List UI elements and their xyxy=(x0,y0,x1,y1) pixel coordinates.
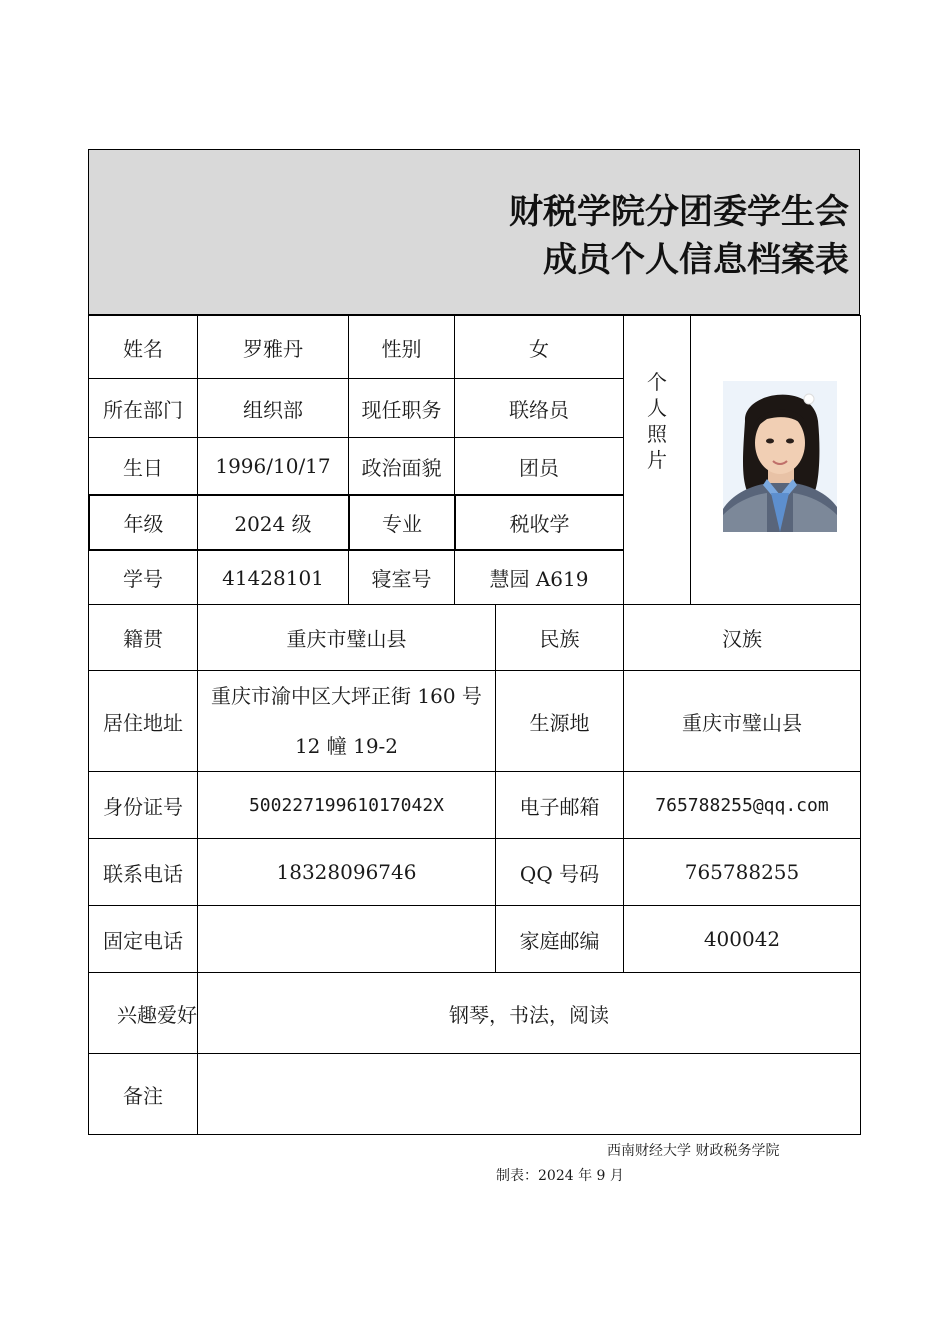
label-major: 专业 xyxy=(382,512,422,536)
value-grade: 2024 级 xyxy=(234,512,312,536)
value-origin: 重庆市璧山县 xyxy=(682,710,802,735)
label-dorm: 寝室号 xyxy=(371,567,432,591)
label-email: 电子邮箱 xyxy=(519,794,600,819)
value-name: 罗雅丹 xyxy=(243,336,303,361)
value-address xyxy=(198,671,495,771)
value-landline xyxy=(198,906,495,972)
label-remarks: 备注 xyxy=(123,1083,163,1108)
label-hobbies: 兴趣爱好 xyxy=(117,1002,197,1027)
label-native-place: 籍贯 xyxy=(123,627,163,651)
label-ethnicity: 民族 xyxy=(539,627,580,651)
value-department: 组织部 xyxy=(243,397,303,422)
label-landline: 固定电话 xyxy=(103,928,183,953)
value-email: 765788255@qq.com xyxy=(655,794,829,816)
value-position: 联络员 xyxy=(509,397,569,422)
label-phone: 联系电话 xyxy=(103,861,183,886)
value-address-line1: 重庆市渝中区大坪正街 160 号 xyxy=(211,684,482,708)
value-hobbies: 钢琴，书法，阅读 xyxy=(449,1002,609,1027)
label-department: 所在部门 xyxy=(103,397,183,422)
form-title-line2: 成员个人信息档案表 xyxy=(543,240,849,280)
value-zip: 400042 xyxy=(703,927,781,951)
value-qq: 765788255 xyxy=(684,860,800,884)
label-qq: QQ 号码 xyxy=(519,861,600,886)
value-student-id: 41428101 xyxy=(222,565,324,590)
label-birthday: 生日 xyxy=(123,455,163,480)
footer-organization: 西南财经大学 财政税务学院 xyxy=(607,1143,780,1159)
value-remarks xyxy=(198,1054,860,1134)
label-photo: 个 人 照 片 xyxy=(647,370,667,472)
value-dorm: 慧园 A619 xyxy=(489,567,589,591)
label-gender: 性别 xyxy=(381,336,422,361)
label-name: 姓名 xyxy=(123,336,163,361)
form-title-line1: 财税学院分团委学生会 xyxy=(509,192,849,232)
form-header xyxy=(88,149,860,315)
value-major: 税收学 xyxy=(509,512,570,536)
profile-photo xyxy=(723,381,837,532)
label-political: 政治面貌 xyxy=(361,455,442,480)
value-ethnicity: 汉族 xyxy=(722,627,762,651)
label-position: 现任职务 xyxy=(361,397,442,422)
label-origin: 生源地 xyxy=(529,710,590,735)
value-birthday: 1996/10/17 xyxy=(215,454,331,478)
label-address: 居住地址 xyxy=(103,710,183,735)
value-id-number: 50022719961017042X xyxy=(248,794,445,816)
label-student-id: 学号 xyxy=(123,567,163,591)
value-political: 团员 xyxy=(519,455,559,480)
label-grade: 年级 xyxy=(123,512,164,536)
value-phone: 18328096746 xyxy=(276,860,417,884)
label-id-number: 身份证号 xyxy=(103,794,183,819)
label-zip: 家庭邮编 xyxy=(519,928,600,953)
value-gender: 女 xyxy=(529,336,549,361)
value-native-place: 重庆市璧山县 xyxy=(286,627,407,651)
footer-date: 制表：2024 年 9 月 xyxy=(496,1168,624,1184)
value-address-line2: 12 幢 19-2 xyxy=(294,734,399,758)
